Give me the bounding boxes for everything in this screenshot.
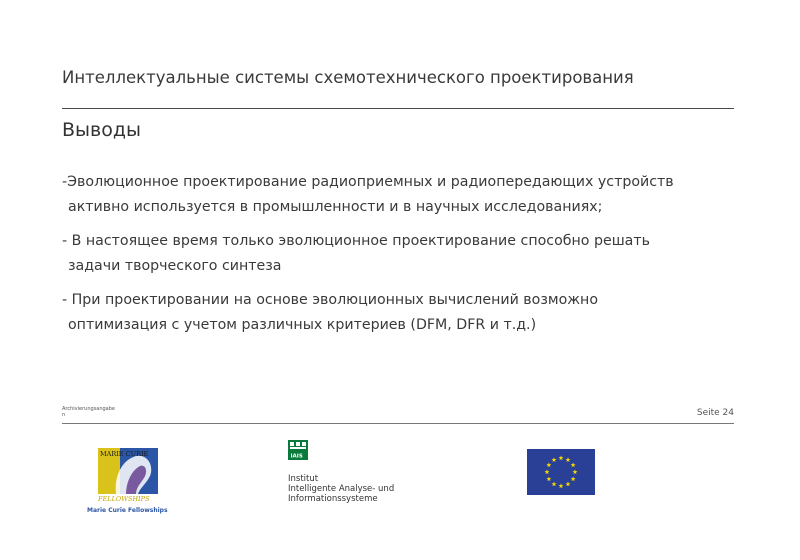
fellowships-text: FELLOWSHIPS	[98, 495, 150, 503]
marie-curie-caption: Marie Curie Fellowships	[87, 507, 168, 514]
iais-name-line: Informationssysteme	[288, 494, 378, 504]
archive-note	[62, 406, 115, 418]
presentation-title: Интеллектуальные системы схемотехнического проектирования	[62, 68, 634, 87]
bullet-line: активно используется в промышленности и в научных исследованиях;	[68, 199, 603, 215]
bullet-item	[62, 170, 742, 220]
bullet-line: - При проектировании на основе эволюционных вычислений возможно	[62, 292, 599, 308]
bullet-line: оптимизация с учетом различных критериев (DFM, DFR и т.д.)	[68, 317, 537, 333]
bullet-list	[62, 170, 742, 347]
iais-name-line: Institut	[288, 474, 319, 484]
bullet-item	[62, 288, 742, 338]
slide-heading: Выводы	[62, 119, 141, 141]
bullet-line: задачи творческого синтеза	[68, 258, 282, 274]
header-divider	[62, 108, 734, 109]
iais-badge-text: IAIS	[290, 453, 303, 460]
archive-note-line: n	[62, 412, 66, 418]
marie-curie-logo	[87, 446, 180, 516]
footer-divider	[62, 423, 734, 424]
archive-note-line: Archivierungsangabe	[62, 406, 115, 412]
bullet-line: -Эволюционное проектирование радиоприемных и радиопередающих устройств	[62, 174, 674, 190]
iais-logo	[288, 440, 312, 464]
page-number: Seite 24	[696, 408, 734, 418]
marie-curie-text: MARIE CURIE	[100, 450, 149, 458]
bullet-line: - В настоящее время только эволюционное проектирование способно решать	[62, 233, 651, 249]
iais-name-line: Intelligente Analyse- und	[288, 484, 395, 494]
eu-flag	[527, 449, 595, 495]
bullet-item	[62, 229, 742, 279]
iais-name	[288, 474, 394, 504]
